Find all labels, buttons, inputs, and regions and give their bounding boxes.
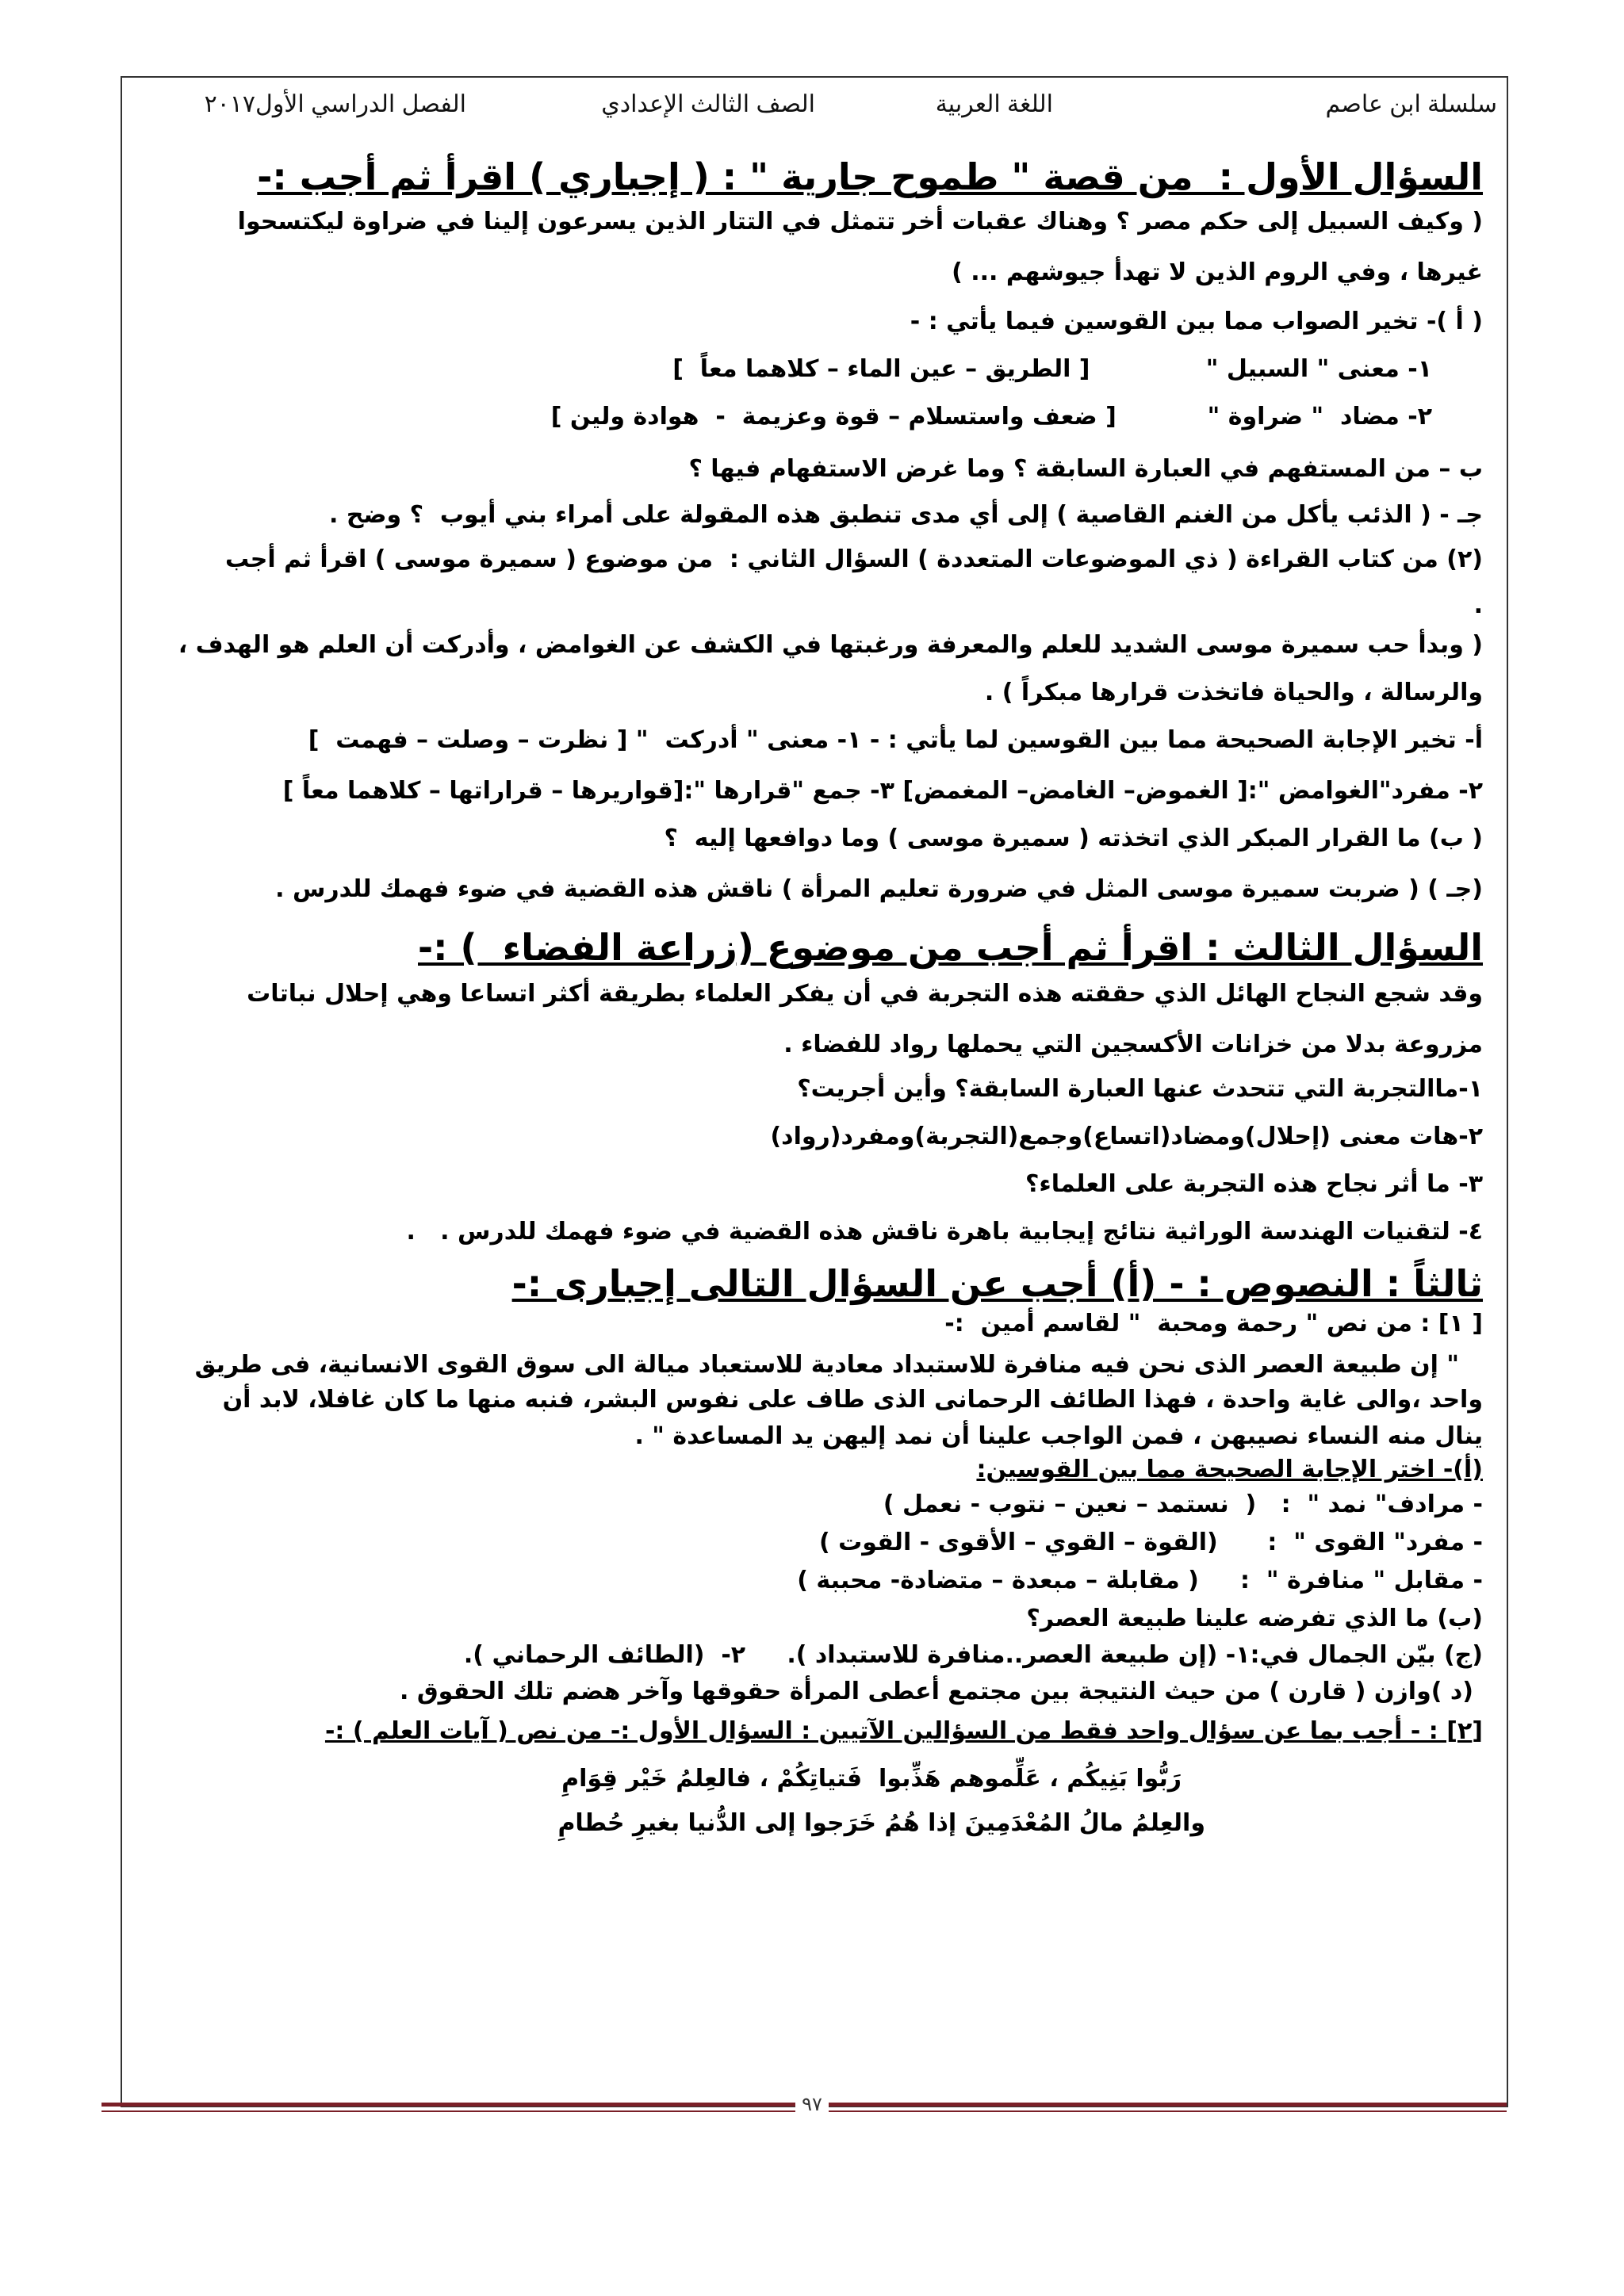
text-line-content: ١-ماالتجربة التي تتحدث عنها العبارة السابقة؟ وأين أجريت؟ bbox=[797, 1075, 1483, 1103]
text-line-content: ٢-هات معنى (إحلال)ومضاد(اتساع)وجمع(التجربة)ومفرد(رواد) bbox=[770, 1123, 1483, 1150]
text-line-content: - مقابل " منافرة " : ( مقابلة – مبعدة – متضادة- محببة ) bbox=[797, 1567, 1483, 1594]
text-line-content: السؤال الأول : من قصة " طموح جارية " : ( إجباري ) اقرأ ثم أجب :- bbox=[257, 155, 1483, 198]
text-line bbox=[100, 1717, 1483, 1745]
text-line bbox=[100, 1567, 1483, 1594]
text-line-content: . bbox=[1473, 591, 1483, 619]
text-line bbox=[100, 1641, 1483, 1669]
text-line bbox=[100, 631, 1483, 659]
text-line bbox=[100, 1809, 1205, 1837]
text-line bbox=[100, 1075, 1483, 1103]
text-line bbox=[100, 258, 1483, 286]
header-subject: اللغة العربية bbox=[935, 91, 1053, 117]
text-line-content: (٢) من كتاب القراءة ( ذي الموضوعات المتعددة ) السؤال الثاني : من موضوع ( سميرة موسى ) اقرأ ثم أجب bbox=[225, 545, 1483, 573]
text-line bbox=[100, 501, 1483, 529]
text-line-content: [٢] : - أجب بما عن سؤال واحد فقط من السؤالين الآتيين : السؤال الأول :- من نص ( آيات العلم ) :- bbox=[324, 1717, 1483, 1745]
text-line bbox=[100, 1765, 1182, 1793]
text-line bbox=[100, 1456, 1483, 1483]
text-line-content: (جـ ) ( ضربت سميرة موسى المثل في ضرورة تعليم المرأة ) ناقش هذه القضية في ضوء فهمك للدرس . bbox=[275, 875, 1483, 903]
text-line bbox=[100, 155, 1483, 198]
text-line-content: ١- معنى " السبيل " [ الطريق – عين الماء – كلاهما معاً ] bbox=[672, 355, 1432, 383]
text-line bbox=[100, 1262, 1483, 1305]
text-line-content: ٤- لتقنيات الهندسة الوراثية نتائج إيجابية باهرة ناقش هذه القضية في ضوء فهمك للدرس . . bbox=[406, 1218, 1483, 1246]
text-line-content: ٣- ما أثر نجاح هذه التجربة على العلماء؟ bbox=[1025, 1170, 1483, 1198]
text-line-content: وقد شجع النجاح الهائل الذي حققته هذه التجربة في أن يفكر العلماء بطريقة أكثر اتساعا وهي إحلال نباتات bbox=[247, 980, 1483, 1008]
text-line-content: مزروعة بدلا من خزانات الأكسجين التي يحملها رواد للفضاء . bbox=[783, 1031, 1483, 1058]
page-header bbox=[119, 82, 1505, 125]
text-line bbox=[100, 726, 1483, 754]
text-line bbox=[100, 679, 1483, 706]
text-line-content: والعِلمُ مالُ المُعْدَمِينَ إذا هُمُ خَرَجوا إلى الدُّنيا بغيرِ حُطامِ bbox=[557, 1809, 1205, 1837]
text-line bbox=[100, 1678, 1473, 1705]
text-line bbox=[100, 980, 1483, 1008]
text-line-content: (د )وازن ( قارن ) من حيث النتيجة بين مجتمع أعطى المرأة حقوقها وآخر هضم تلك الحقوق . bbox=[400, 1678, 1473, 1705]
text-line-content: ٢- مضاد " ضراوة " [ ضعف واستسلام – قوة وعزيمة - هوادة ولين ] bbox=[550, 403, 1432, 430]
text-line-content: ( وكيف السبيل إلى حكم مصر ؟ وهناك عقبات أخر تتمثل في التتار الذين يسرعون إلينا في ضراوة ليكتسحوا bbox=[237, 208, 1483, 235]
text-line bbox=[100, 1422, 1483, 1450]
text-line-content: ينال منه النساء نصيبهن ، فمن الواجب علينا أن نمد إليهن يد المساعدة " . bbox=[634, 1422, 1483, 1450]
text-line-content: ثالثاً : النصوص : - (أ) أجب عن السؤال التالى إجبارى :- bbox=[511, 1262, 1483, 1305]
text-line bbox=[100, 308, 1483, 335]
text-line-content: [ ١] : من نص " رحمة ومحبة " لقاسم أمين :- bbox=[944, 1310, 1483, 1337]
text-line bbox=[100, 1490, 1483, 1518]
header-term: الفصل الدراسي الأول٢٠١٧ bbox=[204, 91, 466, 117]
text-line bbox=[100, 1170, 1483, 1198]
text-line bbox=[100, 1351, 1459, 1379]
header-grade: الصف الثالث الإعدادي bbox=[601, 91, 815, 117]
text-line-content: ( وبدأ حب سميرة موسى الشديد للعلم والمعرفة ورغبتها في الكشف عن الغوامض ، وأدركت أن العلم هو الهدف ، bbox=[178, 631, 1483, 659]
text-line-content: غيرها ، وفي الروم الذين لا تهدأ جيوشهم ... ) bbox=[952, 258, 1483, 286]
text-line bbox=[100, 545, 1483, 573]
text-line-content: واحد ،والى غاية واحدة ، فهذا الطائف الرحمانى الذى طاف على نفوس البشر، فنبه منها ما كان غافلا، لابد أن bbox=[222, 1386, 1483, 1414]
text-line-content: والرسالة ، والحياة فاتخذت قرارها مبكراً ) . bbox=[984, 679, 1483, 706]
text-line-content: (ج) بيّن الجمال في:١- (إن طبيعة العصر..منافرة للاستبداد ). ٢- (الطائف الرحماني ). bbox=[463, 1641, 1483, 1669]
text-line-content: رَبُّوا بَنِيكُم ، عَلِّموهم هَذِّبوا فَتياتِكُمْ ، فالعِلمُ خَيْر قِوَامِ bbox=[561, 1765, 1182, 1793]
text-line-content: " إن طبيعة العصر الذى نحن فيه منافرة للاستبداد معادية للاستعباد ميالة الى سوق القوى الانسانية، فى طريق bbox=[194, 1351, 1459, 1379]
text-line-content: أ- تخير الإجابة الصحيحة مما بين القوسين لما يأتي : - ١- معنى " أدركت " [ نظرت – وصلت – فهمت ] bbox=[308, 726, 1483, 754]
text-line bbox=[100, 208, 1483, 235]
text-line-content: - مفرد" القوى " : (القوة – القوي – الأقوى - القوت ) bbox=[818, 1529, 1483, 1556]
page-number: ٩٧ bbox=[0, 2093, 1624, 2115]
text-line-content: - مرادف" نمد " : ( نستمد – نعين – نتوب - نعمل ) bbox=[883, 1490, 1483, 1518]
text-line-content: ب – من المستفهم في العبارة السابقة ؟ وما غرض الاستفهام فيها ؟ bbox=[688, 455, 1483, 483]
text-line bbox=[100, 825, 1483, 852]
text-line-content: (ب) ما الذي تفرضه علينا طبيعة العصر؟ bbox=[1026, 1605, 1483, 1632]
text-line-content: السؤال الثالث : اقرأ ثم أجب من موضوع (زراعة الفضاء ) :- bbox=[418, 926, 1483, 969]
text-line bbox=[100, 1605, 1483, 1632]
text-line bbox=[100, 1123, 1483, 1150]
text-line bbox=[100, 355, 1432, 383]
text-line bbox=[100, 777, 1483, 805]
text-line bbox=[100, 1031, 1483, 1058]
text-line bbox=[100, 1529, 1483, 1556]
text-line-content: ( أ )- تخير الصواب مما بين القوسين فيما يأتي : - bbox=[910, 308, 1483, 335]
text-line bbox=[100, 455, 1483, 483]
text-line bbox=[100, 1310, 1483, 1337]
text-line bbox=[100, 875, 1483, 903]
text-line bbox=[100, 1386, 1483, 1414]
text-line bbox=[100, 403, 1432, 430]
text-line bbox=[100, 926, 1483, 969]
text-line-content: ٢- مفرد"الغوامض ":[ الغموض– الغامض– المغمض] ٣- جمع "قرارها ":[قواريرها – قراراتها – كلاهما معاً ] bbox=[282, 777, 1483, 805]
text-line bbox=[100, 591, 1483, 619]
text-line-content: جـ - ( الذئب يأكل من الغنم القاصية ) إلى أي مدى تنطبق هذه المقولة على أمراء بني أيوب ؟ وضح . bbox=[329, 501, 1483, 529]
text-line-content: ( ب) ما القرار المبكر الذي اتخذته ( سميرة موسى ) وما دوافعها إليه ؟ bbox=[664, 825, 1483, 852]
text-line bbox=[100, 1218, 1483, 1246]
header-series: سلسلة ابن عاصم bbox=[1325, 91, 1497, 117]
text-line-content: (أ)- اختر الإجابة الصحيحة مما بين القوسين: bbox=[976, 1456, 1483, 1483]
